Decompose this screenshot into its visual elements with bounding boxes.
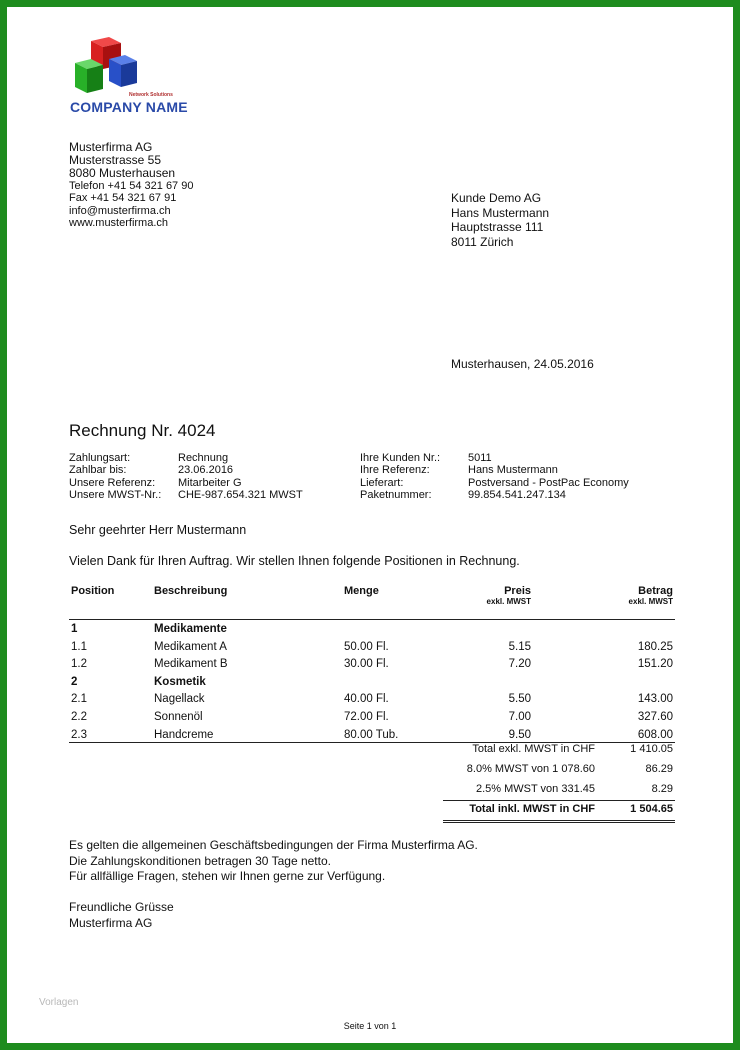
total-label: 2.5% MWST von 331.45 [475,783,595,795]
date-line: Musterhausen, 24.05.2016 [451,357,594,371]
closing-salutation: Freundliche Grüsse [69,900,174,914]
recipient-street: Hauptstrasse 111 [451,220,544,234]
cell-description: Nagellack [154,693,205,706]
cell-price: 7.00 [508,711,531,723]
cell-description: Handcreme [154,728,214,741]
meta-value: 99.854.541.247.134 [468,488,566,501]
cell-quantity: 72.00 Fl. [344,711,389,723]
sender-fax: Fax +41 54 321 67 91 [69,192,177,205]
cell-amount: 327.60 [637,711,673,723]
meta-right-labels [360,452,440,501]
terms-line: Es gelten die allgemeinen Geschäftsbedingungen der Firma Musterfirma AG. [69,838,478,852]
cell-position: 2.3 [71,728,87,741]
cell-position: 1.2 [71,658,87,671]
total-row [443,740,675,759]
recipient-address [451,191,549,249]
cell-description: Medikament A [154,640,227,653]
meta-value: Postversand - PostPac Economy [468,476,629,489]
cell-position: 1.1 [71,640,87,653]
closing [69,900,174,931]
terms-line: Für allfällige Fragen, stehen wir Ihnen gerne zur Verfügung. [69,869,386,883]
meta-left-values [178,452,303,501]
closing-company: Musterfirma AG [69,915,153,930]
meta-left-labels [69,452,161,501]
header-price-label: Preis [504,585,531,597]
company-logo [69,35,189,119]
sender-city: 8080 Musterhausen [69,166,176,180]
recipient-company: Kunde Demo AG [451,191,542,205]
header-amount [629,585,673,606]
cell-price: 5.15 [508,640,531,653]
cell-price: 7.20 [508,658,531,671]
page-number: Seite 1 von 1 [343,1021,397,1031]
cell-quantity: 30.00 Fl. [344,658,389,671]
meta-label: Unsere MWST-Nr.: [69,488,162,501]
cell-description: Medikamente [154,623,227,635]
header-position: Position [71,585,115,597]
cell-quantity: 40.00 Fl. [344,693,389,706]
cell-amount: 151.20 [637,658,673,671]
recipient-city: 8011 Zürich [451,234,514,249]
logo-company-name: COMPANY NAME [70,99,188,115]
table-row [69,639,675,656]
cell-position: 2 [71,675,78,688]
cell-quantity: 80.00 Tub. [344,728,399,741]
header-quantity: Menge [344,585,379,597]
total-value: 8.29 [651,783,673,795]
meta-label: Ihre Kunden Nr.: [360,452,441,464]
cell-description: Kosmetik [154,675,206,688]
total-row [443,760,675,779]
meta-value: 5011 [468,452,492,464]
grand-total-row [443,800,675,819]
sender-phone: Telefon +41 54 321 67 90 [69,180,194,192]
cell-amount: 608.00 [637,728,673,741]
total-value: 1 410.05 [630,743,673,755]
invoice-title: Rechnung Nr. 4024 [69,421,216,440]
cell-amount: 143.00 [637,693,673,706]
watermark: Vorlagen [39,997,79,1008]
cubes-logo-icon [69,35,149,99]
double-rule-bottom [443,822,675,823]
table-row [69,691,675,708]
meta-label: Zahlbar bis: [69,464,127,477]
greeting: Sehr geehrter Herr Mustermann [69,523,247,537]
sender-website: www.musterfirma.ch [69,216,169,229]
meta-label: Unsere Referenz: [69,476,156,489]
terms-text [69,838,478,885]
sender-street: Musterstrasse 55 [69,153,162,167]
cell-position: 2.2 [71,711,87,723]
header-description: Beschreibung [154,585,228,597]
header-price-sub: exkl. MWST [486,597,531,606]
meta-value: CHE-987.654.321 MWST [178,488,303,501]
meta-value: Hans Mustermann [468,464,558,477]
table-row [69,656,675,673]
double-rule-top [443,820,675,821]
cell-quantity: 50.00 Fl. [344,640,389,653]
intro-text: Vielen Dank für Ihren Auftrag. Wir stellen Ihnen folgende Positionen in Rechnung. [69,554,520,568]
total-label: 8.0% MWST von 1 078.60 [466,763,595,775]
header-rule [69,619,675,620]
meta-label: Zahlungsart: [69,452,131,464]
grand-total-value: 1 504.65 [630,803,673,815]
meta-value: Rechnung [178,452,229,464]
cell-description: Sonnenöl [154,711,203,723]
cell-price: 5.50 [508,693,531,706]
header-price [487,585,531,606]
sender-name: Musterfirma AG [69,140,153,154]
grand-total-label: Total inkl. MWST in CHF [469,803,595,815]
cell-amount: 180.25 [637,640,673,653]
invoice-page [7,7,733,1043]
meta-label: Lieferart: [360,476,404,489]
table-row [69,709,675,726]
sender-email: info@musterfirma.ch [69,204,171,217]
cell-position: 1 [71,623,78,635]
logo-tagline: Network Solutions [129,92,173,98]
total-row [443,780,675,799]
meta-label: Paketnummer: [360,488,432,501]
cell-description: Medikament B [154,658,228,671]
cell-position: 2.1 [71,693,87,706]
header-amount-sub: exkl. MWST [628,597,673,606]
sender-address [69,141,193,229]
meta-label: Ihre Referenz: [360,464,430,477]
meta-value: 23.06.2016 [178,464,234,477]
recipient-person: Hans Mustermann [451,205,550,220]
meta-right-values [468,452,629,501]
total-label: Total exkl. MWST in CHF [472,743,595,755]
group-row [69,621,675,638]
header-amount-label: Betrag [638,585,673,597]
total-value: 86.29 [645,763,673,775]
meta-value: Mitarbeiter G [178,476,242,489]
group-row [69,674,675,691]
terms-line: Die Zahlungskonditionen betragen 30 Tage netto. [69,853,331,868]
cell-price: 9.50 [508,728,531,741]
